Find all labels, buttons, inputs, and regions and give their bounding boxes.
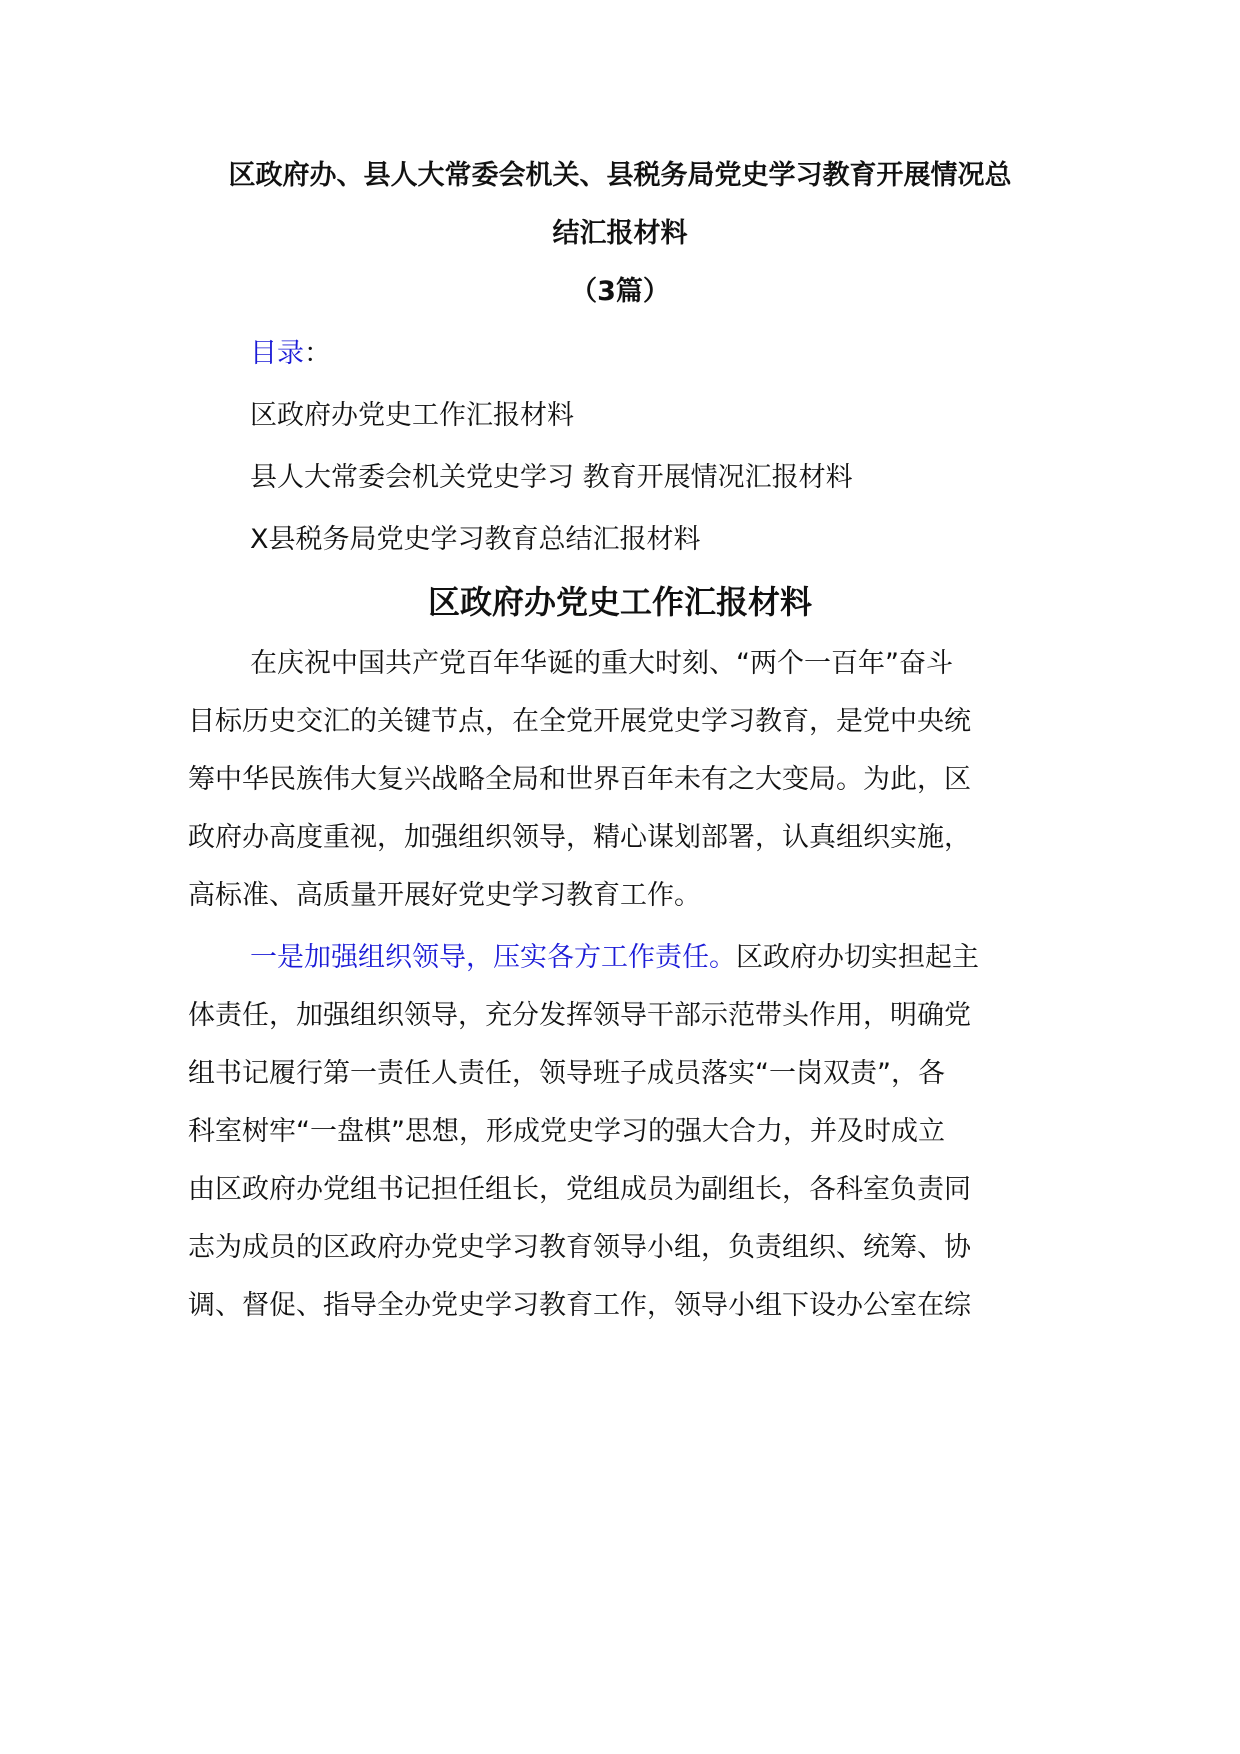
toc-item: 区政府办党史工作汇报材料	[250, 400, 574, 431]
paragraph-line: 高标准、高质量开展好党史学习教育工作。	[188, 880, 701, 911]
toc-heading	[250, 336, 331, 372]
paragraph-lead-phrase: 一是加强组织领导，压实各方工作责任。	[250, 942, 736, 973]
section-heading: 区政府办党史工作汇报材料	[427, 583, 812, 621]
paragraph-line: 筹中华民族伟大复兴战略全局和世界百年未有之大变局。为此，区	[188, 764, 971, 795]
paragraph-line	[250, 940, 979, 976]
paragraph-line: 科室树牢“一盘棋”思想，形成党史学习的强大合力，并及时成立	[188, 1116, 945, 1147]
document-title-line-1: 区政府办、县人大常委会机关、县税务局党史学习教育开展情况总	[228, 160, 1012, 191]
toc-colon: ：	[304, 338, 331, 369]
document-title-line-2: 结汇报材料	[552, 218, 688, 249]
paragraph-line: 体责任，加强组织领导，充分发挥领导干部示范带头作用，明确党	[188, 1000, 971, 1031]
paragraph-line: 在庆祝中国共产党百年华诞的重大时刻、“两个一百年”奋斗	[250, 648, 953, 679]
toc-item: 县人大常委会机关党史学习 教育开展情况汇报材料	[250, 462, 853, 493]
toc-label: 目录	[250, 338, 304, 369]
paragraph-text: 区政府办切实担起主	[736, 942, 979, 973]
paragraph-line: 组书记履行第一责任人责任，领导班子成员落实“一岗双责”，各	[188, 1058, 945, 1089]
paragraph-line: 志为成员的区政府办党史学习教育领导小组，负责组织、统筹、协	[188, 1232, 971, 1263]
paragraph-line: 政府办高度重视，加强组织领导，精心谋划部署，认真组织实施，	[188, 822, 971, 853]
paragraph-line: 目标历史交汇的关键节点，在全党开展党史学习教育，是党中央统	[188, 706, 971, 737]
paragraph-line: 调、督促、指导全办党史学习教育工作，领导小组下设办公室在综	[188, 1290, 971, 1321]
paragraph-line: 由区政府办党组书记担任组长，党组成员为副组长，各科室负责同	[188, 1174, 971, 1205]
document-title-count: （3篇）	[570, 276, 670, 307]
toc-item: X县税务局党史学习教育总结汇报材料	[250, 524, 701, 555]
